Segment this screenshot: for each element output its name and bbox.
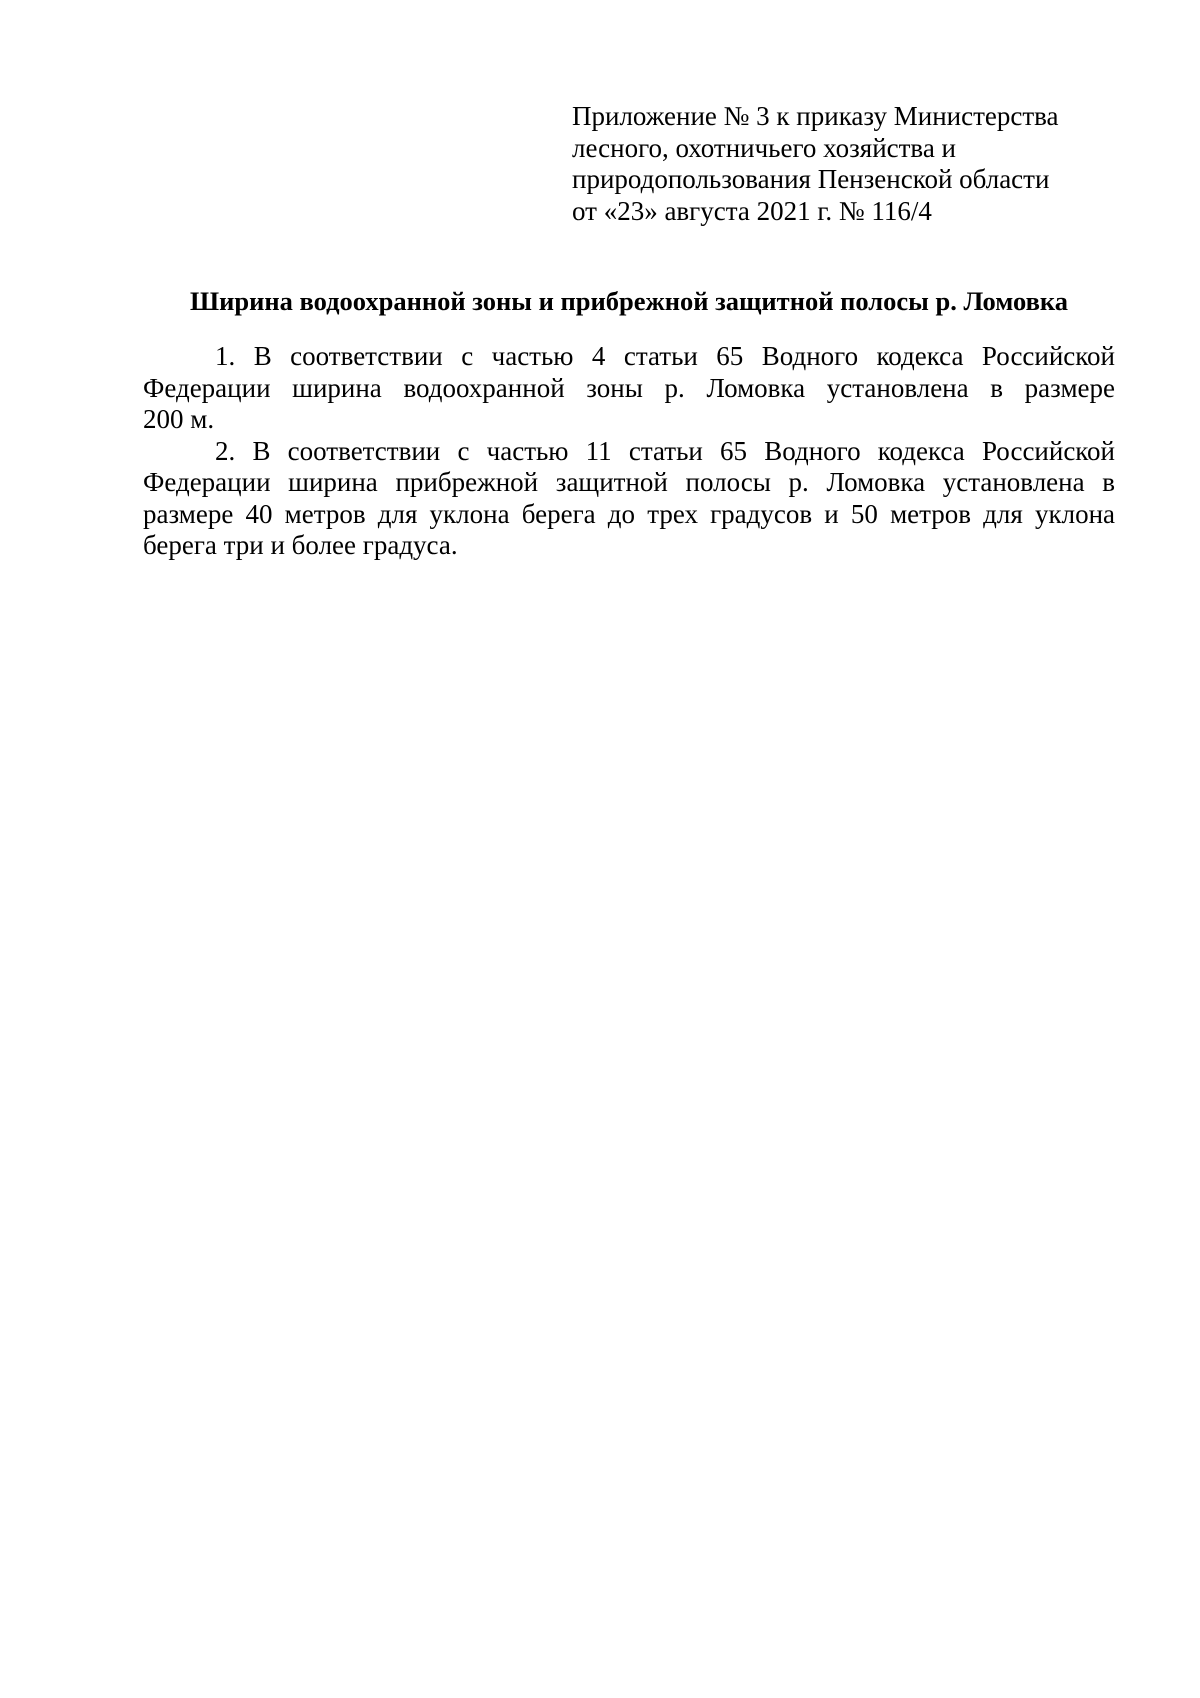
appendix-note <box>572 101 1092 227</box>
document-title: Ширина водоохранной зоны и прибрежной защитной полосы р. Ломовка <box>189 286 1069 316</box>
appendix-note-line: лесного, охотничьего хозяйства и <box>572 132 956 163</box>
appendix-note-line: от «23» августа 2021 г. № 116/4 <box>572 195 932 226</box>
paragraph-line: 200 м. <box>143 404 215 434</box>
paragraph-1 <box>143 341 1115 436</box>
paragraph-2 <box>143 436 1115 562</box>
appendix-note-line: Приложение № 3 к приказу Министерства <box>572 101 1059 131</box>
paragraph-line: берега три и более градуса. <box>143 530 458 560</box>
document-body <box>143 341 1115 562</box>
paragraph-line: Федерации ширина водоохранной зоны р. Ломовка установлена в размере <box>143 372 1115 403</box>
paragraph-line: размере 40 метров для уклона берега до трех градусов и 50 метров для уклона <box>143 498 1115 529</box>
appendix-note-line: природопользования Пензенской области <box>572 164 1050 194</box>
paragraph-line: 2. В соответствии с частью 11 статьи 65 Водного кодекса Российской <box>215 435 1115 466</box>
paragraph-line: Федерации ширина прибрежной защитной полосы р. Ломовка установлена в <box>143 467 1115 497</box>
paragraph-line: 1. В соответствии с частью 4 статьи 65 Водного кодекса Российской <box>215 341 1115 371</box>
